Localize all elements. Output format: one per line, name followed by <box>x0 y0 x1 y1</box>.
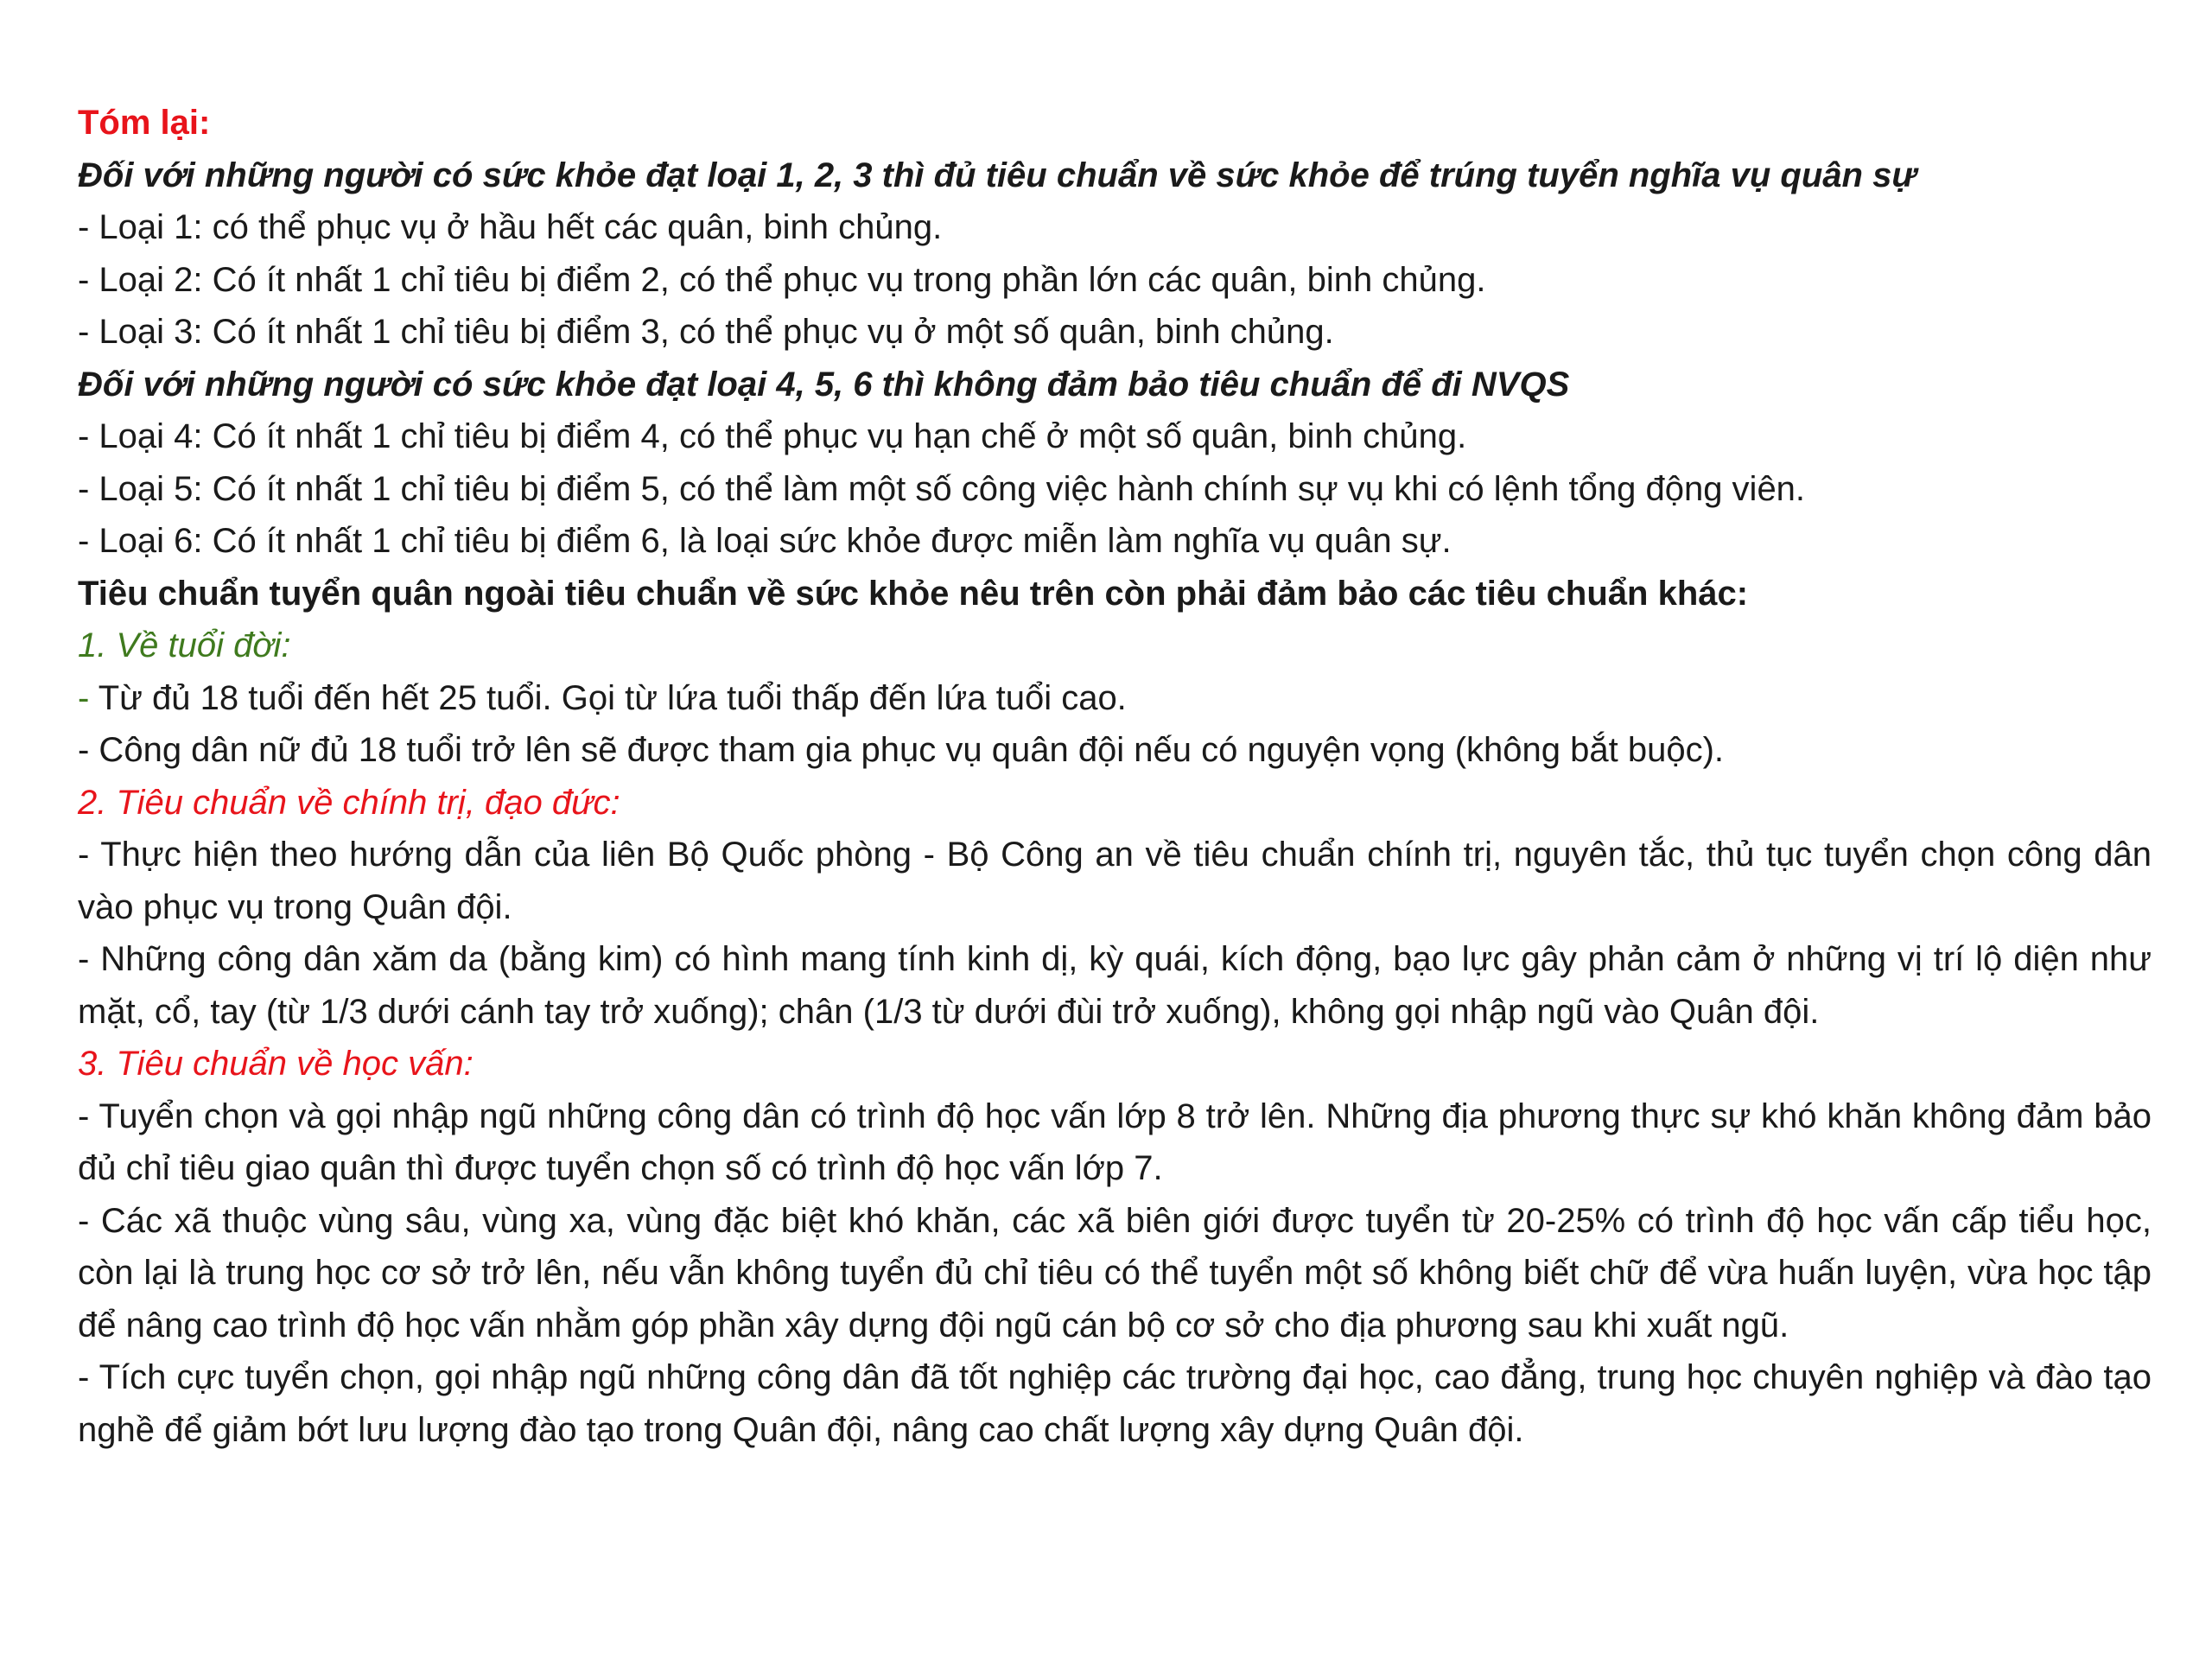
other-standards-heading: Tiêu chuẩn tuyển quân ngoài tiêu chuẩn về sức khỏe nêu trên còn phải đảm bảo các tiêu chuẩn khác: <box>78 574 1749 613</box>
fit-item-loai-1: - Loại 1: có thể phục vụ ở hầu hết các quân, binh chủng. <box>78 208 943 246</box>
age-item-2: - Công dân nữ đủ 18 tuổi trở lên sẽ được tham gia phục vụ quân đội nếu có nguyện vọng (không bắt buộc). <box>78 731 1725 769</box>
unfit-item-loai-6: - Loại 6: Có ít nhất 1 chỉ tiêu bị điểm 6, là loại sức khỏe được miễn làm nghĩa vụ quân sự. <box>78 522 1452 560</box>
age-item-1-dash: - <box>78 678 90 717</box>
education-item-2: - Các xã thuộc vùng sâu, vùng xa, vùng đặc biệt khó khăn, các xã biên giới được tuyển từ 20-25% có trình độ học vấn cấp tiểu học, còn lại là trung học cơ sở trở lên, nếu vẫn không tuyển đủ chỉ tiêu có thể tuyển một số không biết chữ để vừa huấn luyện, vừa học tập để nâng cao trình độ học vấn nhằm góp phần xây dựng đội ngũ cán bộ cơ sở cho địa phương sau khi xuất ngũ. <box>78 1201 2152 1344</box>
age-item-1 <box>78 672 2152 725</box>
unfit-item-loai-4: - Loại 4: Có ít nhất 1 chỉ tiêu bị điểm 4, có thể phục vụ hạn chế ở một số quân, binh chủng. <box>78 417 1467 455</box>
education-section-heading: 3. Tiêu chuẩn về học vấn: <box>78 1045 474 1083</box>
politics-section-heading: 2. Tiêu chuẩn về chính trị, đạo đức: <box>78 783 620 822</box>
fit-item-loai-2: - Loại 2: Có ít nhất 1 chỉ tiêu bị điểm 2, có thể phục vụ trong phần lớn các quân, binh chủng. <box>78 260 1486 299</box>
unfit-item-loai-5: - Loại 5: Có ít nhất 1 chỉ tiêu bị điểm 5, có thể làm một số công việc hành chính sự vụ khi có lệnh tổng động viên. <box>78 469 1806 508</box>
fit-group-heading: Đối với những người có sức khỏe đạt loại 1, 2, 3 thì đủ tiêu chuẩn về sức khỏe để trúng tuyển nghĩa vụ quân sự <box>78 156 1916 194</box>
slide-body <box>78 97 2152 1456</box>
politics-item-1: - Thực hiện theo hướng dẫn của liên Bộ Quốc phòng - Bộ Công an về tiêu chuẩn chính trị, nguyên tắc, thủ tục tuyển chọn công dân vào phục vụ trong Quân đội. <box>78 836 2152 926</box>
summary-heading: Tóm lại: <box>78 104 211 142</box>
politics-item-2: - Những công dân xăm da (bằng kim) có hình mang tính kinh dị, kỳ quái, kích động, bạo lực gây phản cảm ở những vị trí lộ diện như mặt, cổ, tay (từ 1/3 dưới cánh tay trở xuống); chân (1/3 từ dưới đùi trở xuống), không gọi nhập ngũ vào Quân đội. <box>78 940 2152 1031</box>
age-section-heading: 1. Về tuổi đời: <box>78 626 291 664</box>
education-item-3: - Tích cực tuyển chọn, gọi nhập ngũ những công dân đã tốt nghiệp các trường đại học, cao đẳng, trung học chuyên nghiệp và đào tạo nghề để giảm bớt lưu lượng đào tạo trong Quân đội, nâng cao chất lượng xây dựng Quân đội. <box>78 1358 2152 1449</box>
unfit-group-heading: Đối với những người có sức khỏe đạt loại 4, 5, 6 thì không đảm bảo tiêu chuẩn để đi NVQS <box>78 365 1570 404</box>
fit-item-loai-3: - Loại 3: Có ít nhất 1 chỉ tiêu bị điểm 3, có thể phục vụ ở một số quân, binh chủng. <box>78 313 1334 351</box>
age-item-1-text: Từ đủ 18 tuổi đến hết 25 tuổi. Gọi từ lứa tuổi thấp đến lứa tuổi cao. <box>89 678 1127 717</box>
education-item-1: - Tuyển chọn và gọi nhập ngũ những công dân có trình độ học vấn lớp 8 trở lên. Những địa phương thực sự khó khăn không đảm bảo đủ chỉ tiêu giao quân thì được tuyển chọn số có trình độ học vấn lớp 7. <box>78 1096 2152 1187</box>
